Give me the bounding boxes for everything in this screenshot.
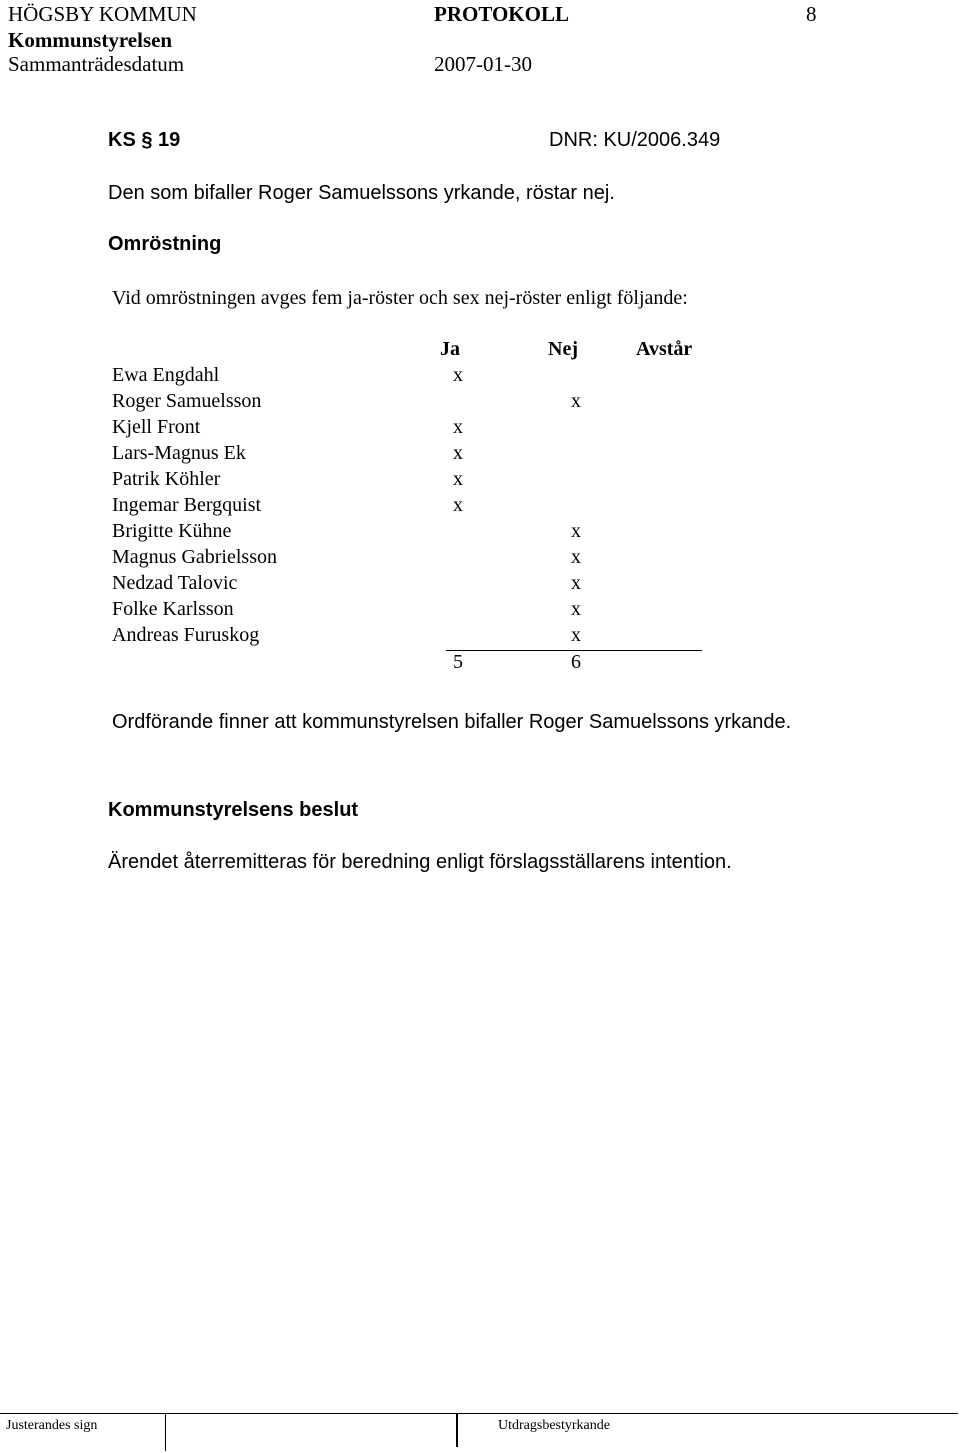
vote-nej-mark: x bbox=[571, 546, 581, 568]
vote-row bbox=[112, 570, 732, 596]
member-name: Magnus Gabrielsson bbox=[112, 546, 277, 568]
member-name: Ingemar Bergquist bbox=[112, 494, 262, 516]
voting-rule-text: Den som bifaller Roger Samuelssons yrkande, röstar nej. bbox=[108, 182, 615, 204]
case-number-value: 19 bbox=[158, 129, 181, 151]
result-text: Ordförande finner att kommunstyrelsen bifaller Roger Samuelssons yrkande. bbox=[112, 711, 792, 733]
member-name: Roger Samuelsson bbox=[112, 390, 262, 412]
vote-ja-mark: x bbox=[453, 364, 463, 386]
vote-nej-mark: x bbox=[571, 520, 581, 542]
vote-row bbox=[112, 544, 732, 570]
member-name: Patrik Köhler bbox=[112, 468, 221, 490]
document-type: PROTOKOLL bbox=[434, 2, 569, 26]
footer-extract-label: Utdragsbestyrkande bbox=[498, 1418, 610, 1433]
vote-nej-mark: x bbox=[571, 390, 581, 412]
case-number bbox=[108, 128, 180, 152]
column-ja: Ja bbox=[440, 338, 460, 360]
vote-row bbox=[112, 362, 732, 388]
meeting-date-value: 2007-01-30 bbox=[434, 52, 532, 76]
footer-divider-left bbox=[165, 1413, 166, 1451]
vote-row bbox=[112, 388, 732, 414]
vote-row bbox=[112, 440, 732, 466]
member-name: Folke Karlsson bbox=[112, 598, 234, 620]
vote-row bbox=[112, 492, 732, 518]
vote-row bbox=[112, 518, 732, 544]
page-number: 8 bbox=[806, 2, 817, 26]
decision-text: Ärendet återremitteras för beredning enligt förslagsställarens intention. bbox=[108, 851, 732, 873]
section-sign: § bbox=[141, 129, 153, 151]
vote-nej-mark: x bbox=[571, 624, 581, 646]
dnr-reference: DNR: KU/2006.349 bbox=[549, 129, 721, 151]
footer-divider-mid bbox=[456, 1413, 458, 1447]
vote-ja-mark: x bbox=[453, 468, 463, 490]
municipality-name: HÖGSBY KOMMUN bbox=[8, 2, 197, 26]
vote-ja-mark: x bbox=[453, 494, 463, 516]
member-name: Ewa Engdahl bbox=[112, 364, 220, 386]
decision-heading: Kommunstyrelsens beslut bbox=[108, 799, 359, 821]
total-ja: 5 bbox=[453, 651, 463, 673]
footer-top-rule bbox=[0, 1413, 958, 1414]
vote-row bbox=[112, 596, 732, 622]
column-nej: Nej bbox=[548, 338, 578, 360]
totals-row bbox=[112, 649, 732, 675]
meeting-date-label: Sammanträdesdatum bbox=[8, 52, 185, 76]
case-ks-label: KS bbox=[108, 129, 136, 151]
footer-signer-label: Justerandes sign bbox=[6, 1418, 98, 1433]
member-name: Lars-Magnus Ek bbox=[112, 442, 246, 464]
committee-name: Kommunstyrelsen bbox=[8, 28, 173, 52]
vote-ja-mark: x bbox=[453, 442, 463, 464]
vote-row bbox=[112, 414, 732, 440]
total-nej: 6 bbox=[571, 651, 581, 673]
member-name: Andreas Furuskog bbox=[112, 624, 260, 646]
vote-heading: Omröstning bbox=[108, 233, 222, 255]
vote-row bbox=[112, 466, 732, 492]
vote-row bbox=[112, 622, 732, 648]
member-name: Nedzad Talovic bbox=[112, 572, 238, 594]
vote-intro: Vid omröstningen avges fem ja-röster och sex nej-röster enligt följande: bbox=[112, 287, 688, 309]
member-name: Kjell Front bbox=[112, 416, 201, 438]
column-avstar: Avstår bbox=[636, 338, 693, 360]
vote-nej-mark: x bbox=[571, 572, 581, 594]
member-name: Brigitte Kühne bbox=[112, 520, 232, 542]
vote-nej-mark: x bbox=[571, 598, 581, 620]
vote-ja-mark: x bbox=[453, 416, 463, 438]
